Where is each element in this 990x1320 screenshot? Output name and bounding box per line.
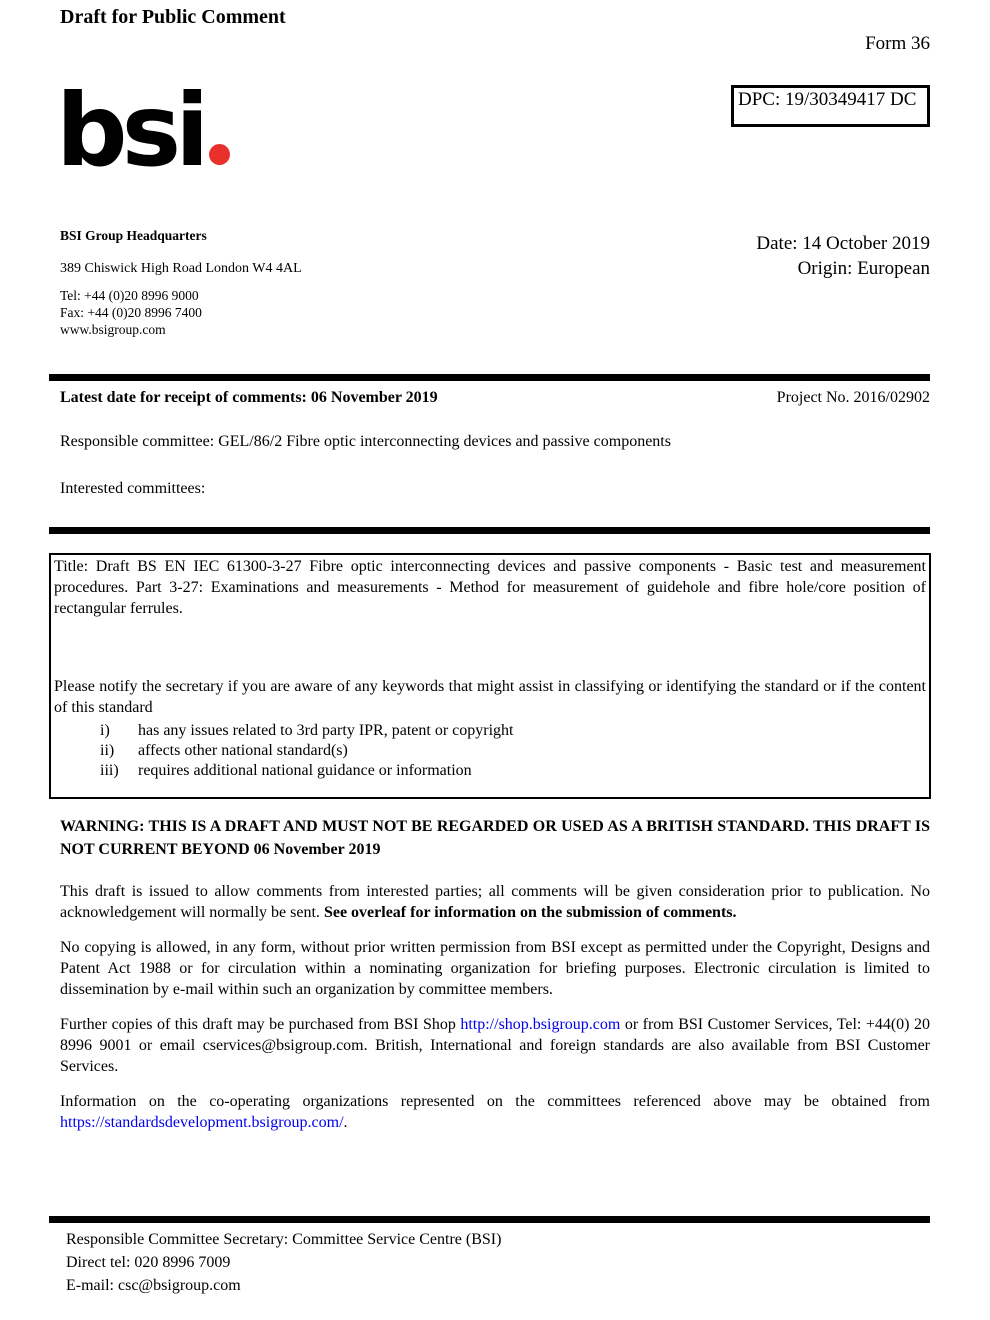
footer-tel-line: Direct tel: 020 8996 7009 — [66, 1254, 231, 1271]
headquarters-block — [60, 228, 390, 338]
copying-paragraph: No copying is allowed, in any form, without prior written permission from BSI except as permitted under the Copyright, Designs and Patent Act 1988 or for circulation within a nominating organization for briefing purposes. Electronic circulation is limited to dissemination by e-mail within such an organization by committee members. — [60, 939, 930, 998]
bsi-logo-red-dot-icon — [209, 144, 230, 165]
draft-for-public-comment-label: Draft for Public Comment — [60, 6, 286, 28]
hq-fax: Fax: +44 (0)20 8996 7400 — [60, 305, 202, 320]
dpc-number-box — [731, 85, 930, 127]
notify-secretary-text: Please notify the secretary if you are aware of any keywords that might assist in classifying or identifying the standard or if the content of this standard — [54, 678, 926, 716]
further-copies-paragraph — [60, 1014, 930, 1077]
list-item-text: affects other national standard(s) — [138, 742, 348, 759]
cooperating-orgs-text: Information on the co-operating organizations represented on the committees referenced above may be obtained from — [60, 1093, 930, 1110]
footer-secretary-line: Responsible Committee Secretary: Committee Service Centre (BSI) — [66, 1231, 502, 1248]
origin-line: Origin: European — [797, 258, 930, 279]
keyword-issue-list — [54, 721, 926, 781]
see-overleaf-bold-text: See overleaf for information on the submission of comments. — [323, 904, 737, 921]
divider-middle — [49, 527, 930, 534]
issue-paragraph-text: This draft is issued to allow comments from interested parties; all comments will be given consideration prior to publication. No acknowledgement will normally be sent. — [60, 883, 930, 921]
hq-website: www.bsigroup.com — [60, 322, 166, 337]
cooperating-orgs-period: . — [343, 1114, 348, 1131]
list-item — [54, 761, 926, 781]
list-item-marker: iii) — [100, 762, 119, 779]
bsi-logo — [56, 72, 230, 190]
title-box — [49, 553, 931, 799]
interested-committees-line: Interested committees: — [60, 480, 206, 497]
responsible-committee-line: Responsible committee: GEL/86/2 Fibre optic interconnecting devices and passive components — [60, 433, 671, 450]
footer-email-line: E-mail: csc@bsigroup.com — [66, 1277, 241, 1294]
list-item — [54, 721, 926, 741]
latest-date-label: Latest date for receipt of comments: 06 November 2019 — [60, 389, 438, 406]
dpc-number-text: DPC: 19/30349417 DC — [738, 89, 917, 110]
standards-development-link[interactable]: https://standardsdevelopment.bsigroup.com/ — [60, 1114, 344, 1131]
further-copies-text: Further copies of this draft may be purchased from BSI Shop — [60, 1016, 461, 1033]
footer-contact-block — [66, 1228, 501, 1297]
list-item-marker: i) — [100, 722, 110, 739]
hq-title: BSI Group Headquarters — [60, 228, 207, 243]
list-item-text: has any issues related to 3rd party IPR, patent or copyright — [138, 722, 514, 739]
bsi-shop-link[interactable]: http://shop.bsigroup.com — [460, 1016, 621, 1033]
list-item — [54, 741, 926, 761]
standard-title-text: Title: Draft BS EN IEC 61300-3-27 Fibre optic interconnecting devices and passive components - Basic test and measurement procedures. Part 3-27: Examinations and measurements - Method for measurement of guidehole and fibre hole/core position of rectangular ferrules. — [54, 558, 926, 617]
comments-deadline-row — [60, 389, 930, 407]
project-number: Project No. 2016/02902 — [776, 389, 930, 406]
issue-paragraph — [60, 881, 930, 923]
form-number-label: Form 36 — [865, 33, 930, 54]
divider-footer — [49, 1216, 930, 1223]
cooperating-orgs-paragraph — [60, 1091, 930, 1133]
hq-address: 389 Chiswick High Road London W4 4AL — [60, 261, 302, 276]
list-item-text: requires additional national guidance or information — [138, 762, 472, 779]
draft-warning-text: WARNING: THIS IS A DRAFT AND MUST NOT BE REGARDED OR USED AS A BRITISH STANDARD. THIS DRAFT IS NOT CURRENT BEYOND 06 November 2019 — [60, 818, 930, 858]
date-origin-block — [756, 231, 930, 281]
further-copies-text-continued: or from BSI Customer Services, Tel: +44(0) 20 8996 9001 or email cservices@bsigroup.com. British, International and foreign standards are also available from BSI Customer Services. — [60, 1016, 930, 1075]
divider-top — [49, 374, 930, 381]
list-item-marker: ii) — [100, 742, 115, 759]
hq-tel: Tel: +44 (0)20 8996 9000 — [60, 288, 199, 303]
date-line: Date: 14 October 2019 — [756, 233, 930, 254]
bsi-logo-text: bsi — [56, 72, 204, 189]
